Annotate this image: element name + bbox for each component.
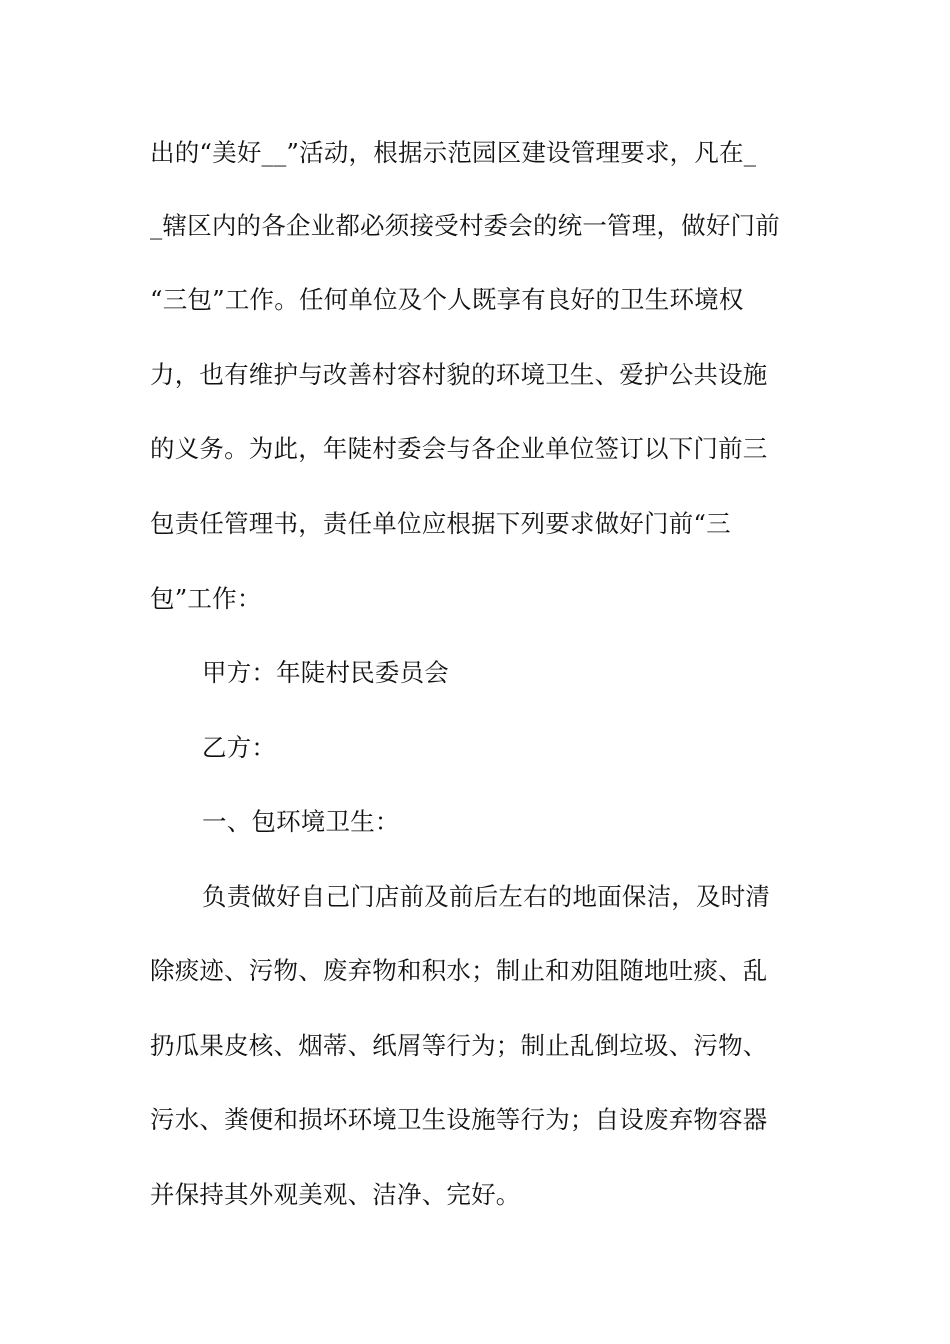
paragraph-line: “三包”工作。任何单位及个人既享有良好的卫生环境权 <box>150 285 744 314</box>
party-b-line: 乙方： <box>202 733 277 762</box>
section-heading: 一、包环境卫生： <box>202 807 400 836</box>
paragraph-line: 除痰迹、污物、废弃物和积水；制止和劝阻随地吐痰、乱 <box>150 956 768 985</box>
party-a-line: 甲方：年陡村民委员会 <box>202 658 449 687</box>
paragraph-line: 的义务。为此，年陡村委会与各企业单位签订以下门前三 <box>150 434 768 463</box>
paragraph-line: 并保持其外观美观、洁净、完好。 <box>150 1180 521 1209</box>
paragraph-line: 包”工作： <box>150 584 262 613</box>
paragraph-line: 扔瓜果皮核、烟蒂、纸屑等行为；制止乱倒垃圾、污物、 <box>150 1031 768 1060</box>
paragraph-line: _辖区内的各企业都必须接受村委会的统一管理，做好门前 <box>150 211 780 240</box>
paragraph-line: 负责做好自己门店前及前后左右的地面保洁，及时清 <box>202 882 771 911</box>
paragraph-line: 出的“美好__”活动，根据示范园区建设管理要求，凡在_ <box>150 138 757 167</box>
paragraph-line: 包责任管理书，责任单位应根据下列要求做好门前“三 <box>150 509 731 538</box>
paragraph-line: 力，也有维护与改善村容村貌的环境卫生、爱护公共设施 <box>150 360 768 389</box>
paragraph-line: 污水、粪便和损坏环境卫生设施等行为；自设废弃物容器 <box>150 1105 768 1134</box>
